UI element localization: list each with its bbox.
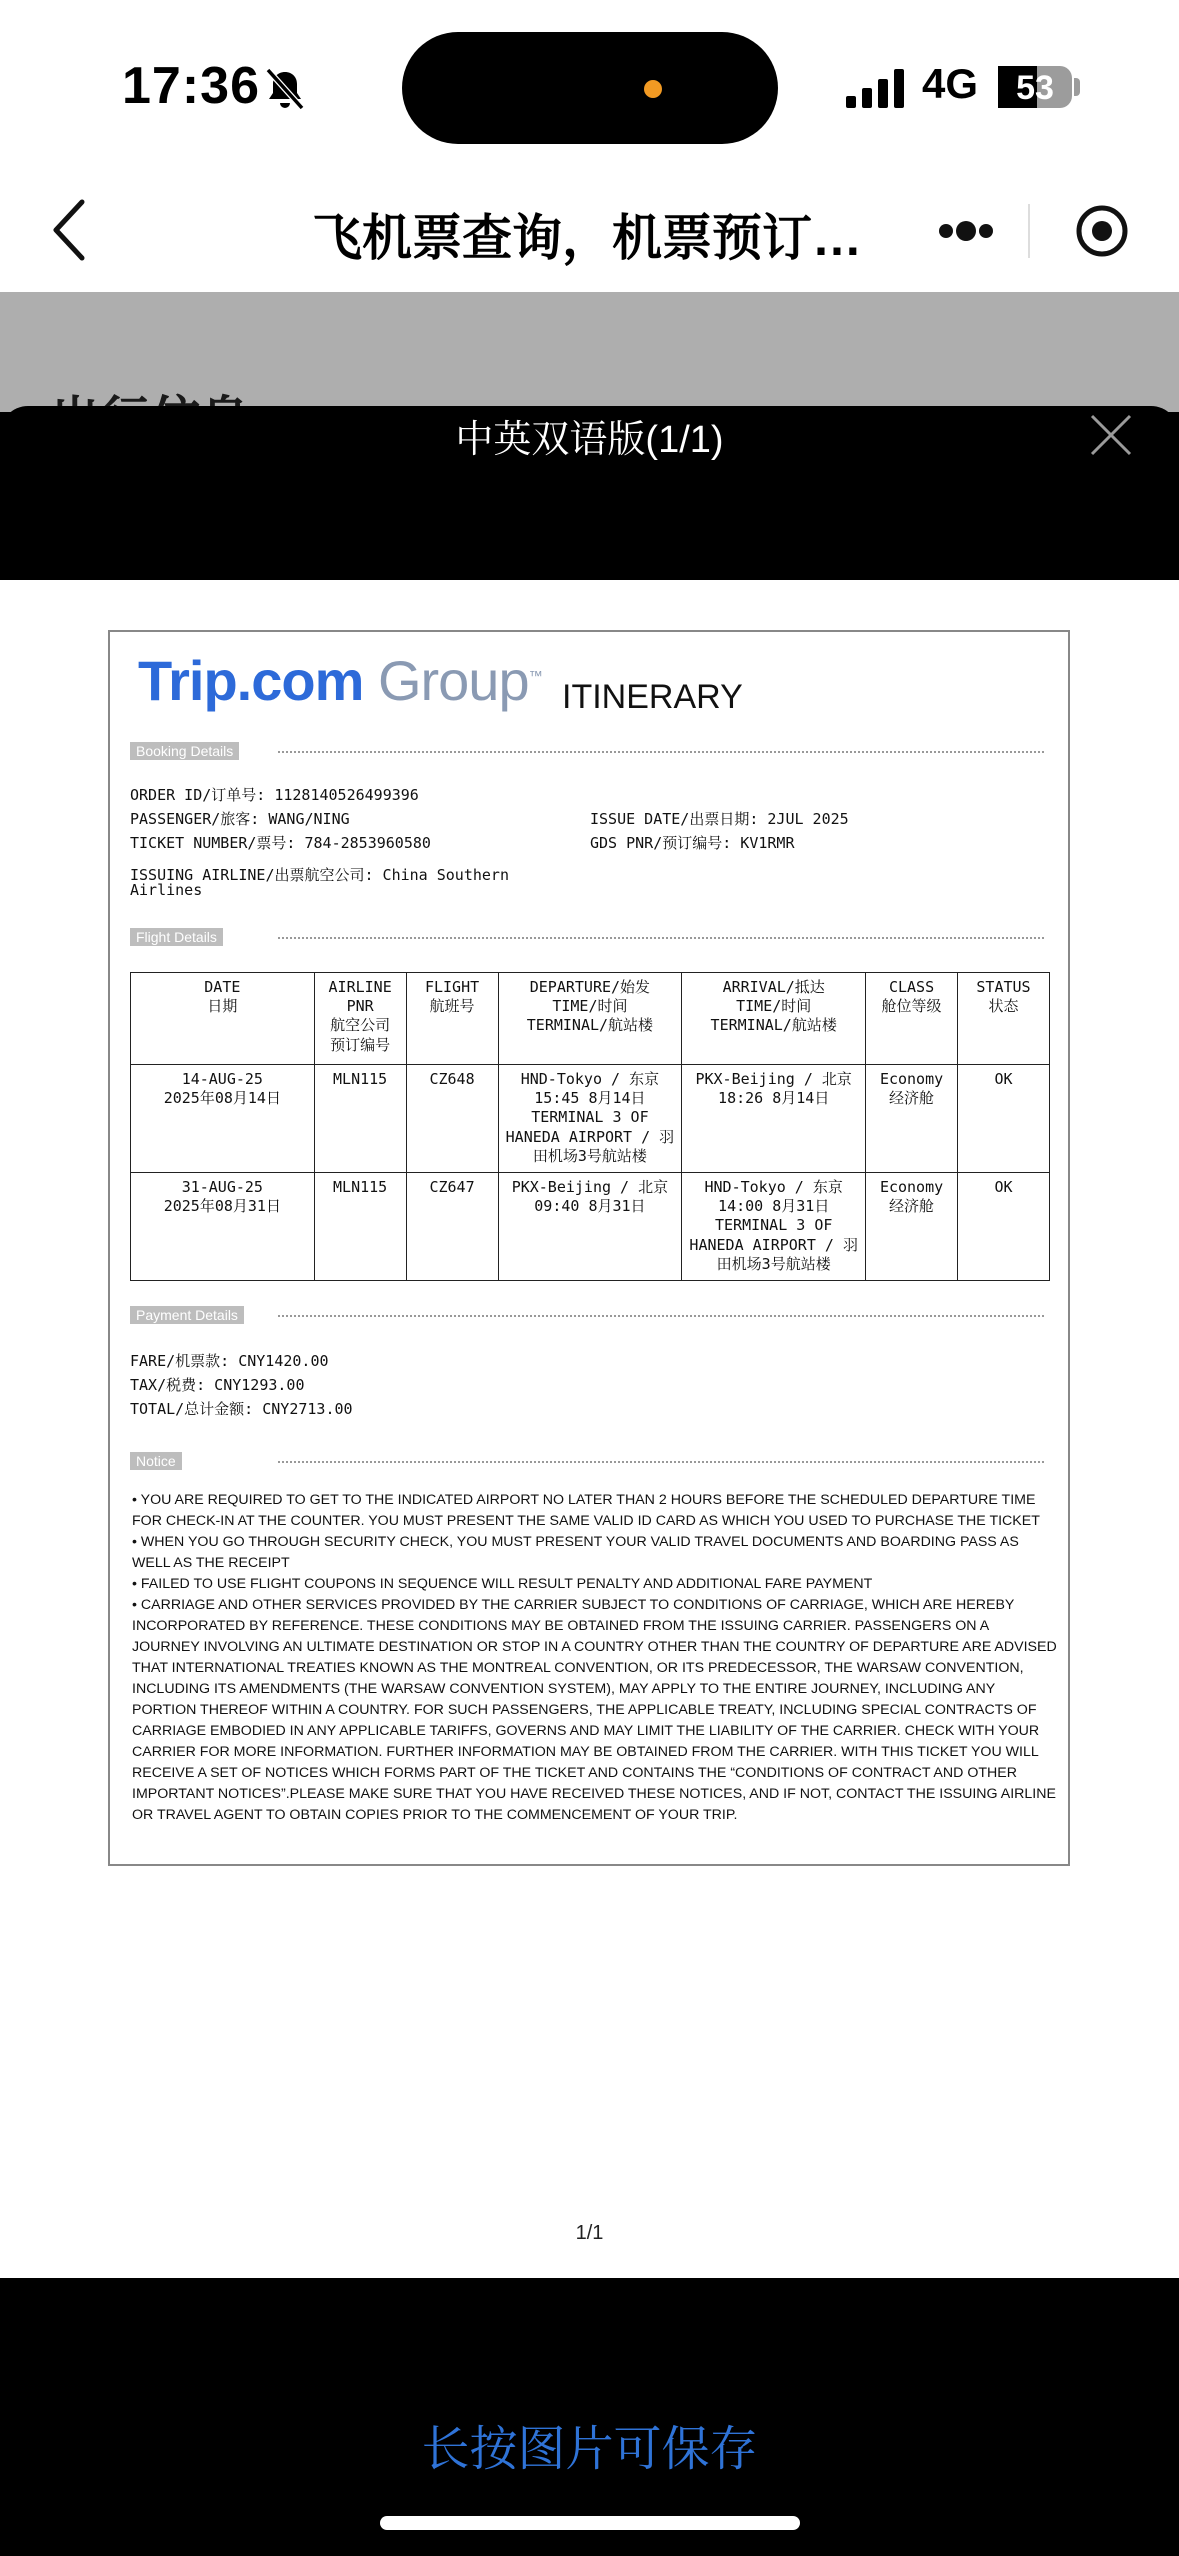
col-departure: DEPARTURE/始发 TIME/时间 TERMINAL/航站楼 [498,973,682,1065]
cell-flight: CZ648 [406,1065,498,1173]
cell-arrival: HND-Tokyo / 东京 14:00 8月31日 TERMINAL 3 OF HANEDA AIRPORT / 羽 田机场3号航站楼 [682,1173,866,1281]
col-airline-pnr: AIRLINE PNR 航空公司 预订编号 [314,973,406,1065]
cell-arrival: PKX-Beijing / 北京 18:26 8月14日 [682,1065,866,1173]
issuing-airline-cont: Airlines [130,881,203,899]
battery-percent: 53 [1016,69,1054,107]
notice-item: • CARRIAGE AND OTHER SERVICES PROVIDED BY THE CARRIER SUBJECT TO CONDITIONS OF CARRIAGE, WHICH ARE HEREBY INCORPORATED BY REFERENCE. THESE CONDITIONS MAY BE OBTAINED FROM THE ISSUING CARRIER. PASSENGERS ON A JOURNEY INVOLVING AN ULTIMATE DESTINATION OR STOP IN A COUNTRY OTHER THAN THE COUNTRY OF DEPARTURE ARE ADVISED THAT INTERNATIONAL TREATIES KNOWN AS THE MONTREAL CONVENTION, OR ITS PREDECESSOR, THE WARSAW CONVENTION, INCLUDING ITS AMENDMENTS (THE WARSAW CONVENTION SYSTEM), MAY APPLY TO THE ENTIRE JOURNEY, INCLUDING ANY PORTION THEREOF WITHIN A COUNTRY. FOR SUCH PASSENGERS, THE APPLICABLE TREATY, INCLUDING SPECIAL CONTRACTS OF CARRIAGE EMBODIED IN ANY APPLICABLE TARIFFS, GOVERNS AND MAY LIMIT THE LIABILITY OF THE CARRIER. CHECK WITH YOUR CARRIER FOR MORE INFORMATION. FURTHER INFORMATION MAY BE OBTAINED FROM THE CARRIER. WITH THIS TICKET YOU WILL RECEIVE A SET OF NOTICES WHICH FORMS PART OF THE TICKET AND CONTAINS THE “CONDITIONS OF CONTRACT AND OTHER IMPORTANT NOTICES”.PLEASE MAKE SURE THAT YOU HAVE RECEIVED THESE NOTICES, AND IF NOT, CONTACT THE ISSUING AIRLINE OR TRAVEL AGENT TO OBTAIN COPIES PRIOR TO THE COMMENCEMENT OF YOUR TRIP. [132,1597,1057,1823]
home-indicator[interactable] [380,2516,800,2530]
notice-item: • WHEN YOU GO THROUGH SECURITY CHECK, YOU MUST PRESENT YOUR VALID TRAVEL DOCUMENTS AND BOARDING PASS AS WELL AS THE RECEIPT [132,1534,1019,1571]
notice-label: Notice [130,1452,182,1470]
status-bar [0,0,1179,170]
cell-pnr: MLN115 [314,1065,406,1173]
nav-bar [0,170,1179,292]
more-dots-icon[interactable] [906,188,1026,274]
flight-table [130,972,1050,1281]
fare-amount: FARE/机票款: CNY1420.00 [130,1352,329,1370]
dynamic-island [402,32,778,144]
mini-program-capsule [906,188,1162,274]
issuing-airline: ISSUING AIRLINE/出票航空公司: China Southern [130,866,509,884]
recording-indicator-icon [644,80,662,98]
cell-class: Economy 经济舱 [866,1173,958,1281]
close-icon[interactable] [1086,410,1136,460]
payment-details-label: Payment Details [130,1306,244,1324]
ticket-number: TICKET NUMBER/票号: 784-2853960580 [130,834,431,852]
cell-departure: HND-Tokyo / 东京 15:45 8月14日 TERMINAL 3 OF HANEDA AIRPORT / 羽 田机场3号航站楼 [498,1065,682,1173]
passenger-name: PASSENGER/旅客: WANG/NING [130,810,350,828]
tripcom-logo: Trip.com Group™ [138,649,542,712]
col-arrival: ARRIVAL/抵达 TIME/时间 TERMINAL/航站楼 [682,973,866,1065]
col-class: CLASS 舱位等级 [866,973,958,1065]
notice-item: • FAILED TO USE FLIGHT COUPONS IN SEQUENCE WILL RESULT PENALTY AND ADDITIONAL FARE PAYMENT [132,1576,873,1592]
total-amount: TOTAL/总计金额: CNY2713.00 [130,1400,353,1418]
order-id: ORDER ID/订单号: 1128140526499396 [130,786,419,804]
section-divider [278,937,1044,939]
issue-date: ISSUE DATE/出票日期: 2JUL 2025 [590,810,849,828]
page-indicator: 1/1 [575,2222,604,2244]
back-chevron-icon[interactable] [42,192,102,268]
col-flight: FLIGHT 航班号 [406,973,498,1065]
itinerary-document[interactable] [108,630,1070,1866]
table-row [131,1173,1050,1281]
capsule-divider [1028,204,1030,258]
section-divider [278,751,1044,753]
flight-details-label: Flight Details [130,928,223,946]
section-divider [278,1461,1044,1463]
cell-departure: PKX-Beijing / 北京 09:40 8月31日 [498,1173,682,1281]
cell-status: OK [958,1173,1050,1281]
cellular-signal-icon [846,68,910,108]
section-divider [278,1315,1044,1317]
col-status: STATUS 状态 [958,973,1050,1065]
table-row [131,1065,1050,1173]
booking-details-label: Booking Details [130,742,239,760]
document-title: ITINERARY [562,678,743,716]
flight-table-header [131,973,1050,1065]
col-date: DATE 日期 [131,973,315,1065]
background-page [0,292,1179,412]
cell-class: Economy 经济舱 [866,1065,958,1173]
network-type: 4G [922,60,979,107]
tax-amount: TAX/税费: CNY1293.00 [130,1376,305,1394]
battery-cap [1074,78,1080,96]
cell-date: 14-AUG-25 2025年08月14日 [131,1065,315,1173]
notice-item: • YOU ARE REQUIRED TO GET TO THE INDICATED AIRPORT NO LATER THAN 2 HOURS BEFORE THE SCHEDULED DEPARTURE TIME FOR CHECK-IN AT THE COUNTER. YOU MUST PRESENT THE SAME VALID ID CARD AS WHICH YOU USED TO PURCHASE THE TICKET [132,1492,1040,1529]
cell-pnr: MLN115 [314,1173,406,1281]
preview-title: 中英双语版(1/1) [455,419,724,461]
battery-icon [998,66,1072,108]
cell-status: OK [958,1065,1050,1173]
page-title: 飞机票查询，机票预订… [312,210,862,266]
notice-text [132,1490,1058,1826]
gds-pnr: GDS PNR/预订编号: KV1RMR [590,834,795,852]
status-time: 17:36 [122,57,260,115]
bell-muted-icon [262,66,308,112]
cell-date: 31-AUG-25 2025年08月31日 [131,1173,315,1281]
cell-flight: CZ647 [406,1173,498,1281]
close-miniprogram-icon[interactable] [1042,188,1162,274]
save-hint: 长按图片可保存 [421,2423,758,2476]
